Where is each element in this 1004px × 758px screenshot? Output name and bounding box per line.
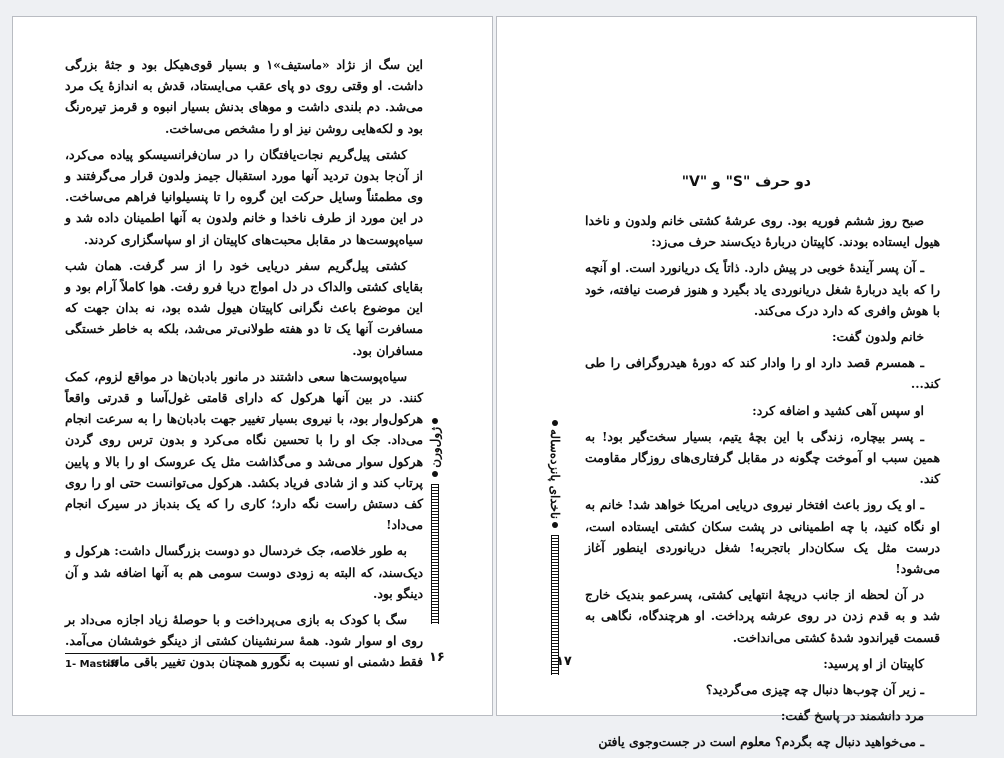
bullet-dot-icon <box>552 420 558 426</box>
footnote: 1- Mastiff <box>65 659 119 670</box>
running-header-strip <box>548 417 562 675</box>
paragraph: به طور خلاصه، جک خردسال دو دوست بزرگسال داشت: هرکول و دیک‌سند، که البته به زودی دوست سومی هم به آنها اضافه شد و آن دینگو بود. <box>65 543 423 601</box>
paragraph: مرد دانشمند در پاسخ گفت: <box>780 708 924 724</box>
right-page-body <box>585 210 940 758</box>
footnote-divider <box>65 653 290 654</box>
paragraph: سگ با کودک به بازی می‌پرداخت و با حوصلهٔ زیاد اجازه می‌داد بر روی او سوار شود. همهٔ سرنشینان کشتی از دینگو خوششان می‌آمد. فقط دشمنی او نسبت به نگورو همچنان بدون تغییر باقی ماند. <box>65 612 423 670</box>
paragraph: او سپس آهی کشید و اضافه کرد: <box>752 402 924 418</box>
bullet-dot-icon <box>552 522 558 528</box>
running-header-title: ژول‌ورن <box>428 427 442 468</box>
paragraph: کاپیتان از او پرسید: <box>823 655 924 671</box>
running-header-strip <box>428 415 442 624</box>
paragraph: کشتی پیل‌گریم نجات‌یافتگان را در سان‌فرانسیسکو پیاده می‌کرد، از آن‌جا بدون تردید آنها مورد استقبال جیمز ولدون قرار می‌گرفتند و وی مطمئناً وسایل حرکت این گروه را تا پنسیلوانیا فراهم می‌ساخت. در این مورد از طرف ناخدا و خانم ولدون به آنها اطمینان داده شد و سیاه‌پوست‌ها در مقابل محبت‌های کاپیتان از او سپاسگزاری کردند. <box>65 146 423 247</box>
paragraph: در آن لحظه از جانب دریچهٔ انتهایی کشتی، پسرعمو بندیک خارج شد و به قدم زدن در روی عرشه پرداخت. او هرچندگاه، نگاهی به قسمت قیراندود شدهٔ کشتی می‌انداخت. <box>585 587 940 645</box>
paragraph: خانم ولدون گفت: <box>831 329 924 345</box>
running-header-title: ناخدای پانزده‌ساله <box>548 429 562 520</box>
bullet-dot-icon <box>432 471 438 477</box>
left-page-body <box>65 54 423 678</box>
paragraph: این سگ از نژاد «ماستیف»۱ و بسیار قوی‌هیکل بود و جثهٔ بزرگی داشت. او وقتی روی دو پای عقب می‌ایستاد، قدش به اندازهٔ یک مرد می‌شد. دم بلندی داشت و موهای بدنش بسیار انبوه و قرمز تیره‌رنگ بود و لکه‌هایی روشن نیز او را مشخص می‌ساخت. <box>65 57 423 136</box>
paragraph: ـ آن پسر آیندهٔ خوبی در پیش دارد. ذاتاً یک دریانورد است. او آنچه را که باید دربارهٔ شغل دریانوردی یاد بگیرد و هنوز فرصت نیافته، خود با هوش وافری که دارد درک می‌کند. <box>585 260 940 318</box>
page-number: ۱۷ <box>556 654 572 669</box>
paragraph: ـ او یک روز باعث افتخار نیروی دریایی امریکا خواهد شد! خانم به او نگاه کنید، با چه اطمینانی در پشت سکان کشتی ایستاده است، درست مثل یک سکان‌دار باتجربه! شغل دریانوردی اینطور آغاز می‌شود! <box>585 497 940 577</box>
decorative-border <box>431 484 439 624</box>
chapter-title: دو حرف "S" و "V" <box>681 174 811 190</box>
paragraph: کشتی پیل‌گریم سفر دریایی خود را از سر گرفت. همان شب بقایای کشتی والداک در دل امواج دریا فرو رفت. هوا کاملاً آرام بود و این موضوع باعث نگرانی کاپیتان هیول شده بود، نه بدان جهت که مسافرت آنها یک تا دو هفته طولانی‌تر می‌شد، بلکه به خاطر خستگی مسافران بود. <box>65 257 423 358</box>
paragraph: ـ همسرم قصد دارد او را وادار کند که دورهٔ هیدروگرافی را طی کند... <box>585 355 940 392</box>
paragraph: سیاه‌پوست‌ها سعی داشتند در مانور بادبان‌ها در مواقع لزوم، کمک کنند. در بین آنها هرکول که دارای قامتی غول‌آسا و قدرتی واقعاً هرکول‌وار بود، با نیروی بسیار تغییر جهت بادبان‌ها را به سرعت انجام می‌داد. جک او را با تحسین نگاه می‌کرد و بدون ترس روی گردن هرکول سوار می‌شد و می‌گذاشت مثل یک عروسک او را بالا و پایین پرتاب کند و از شادی فریاد بکشد. هرکول می‌توانست حتی او را روی کف دستش راست نگه دارد؛ کاری را که یک بندباز در سیرک انجام می‌داد! <box>65 368 423 533</box>
left-page <box>12 16 493 716</box>
paragraph: صبح روز ششم فوریه بود. روی عرشهٔ کشتی خانم ولدون و ناخدا هیول ایستاده بودند. کاپیتان دربارهٔ دیک‌سند حرف می‌زد: <box>585 213 940 250</box>
bullet-dot-icon <box>432 418 438 424</box>
right-page <box>496 16 977 750</box>
paragraph: ـ پسر بیچاره، زندگی با این بچهٔ یتیم، بسیار سخت‌گیر بود! به همین سبب او آموخت چگونه در مقابل گرفتاری‌های روزگار مقاومت کند. <box>585 428 940 487</box>
paragraph: ـ می‌خواهید دنبال چه بگردم؟ معلوم است در جست‌وجوی یافتن <box>598 734 924 750</box>
page-number: ۱۶ <box>429 650 445 665</box>
paragraph: ـ زیر آن چوب‌ها دنبال چه چیزی می‌گردید؟ <box>705 682 924 698</box>
